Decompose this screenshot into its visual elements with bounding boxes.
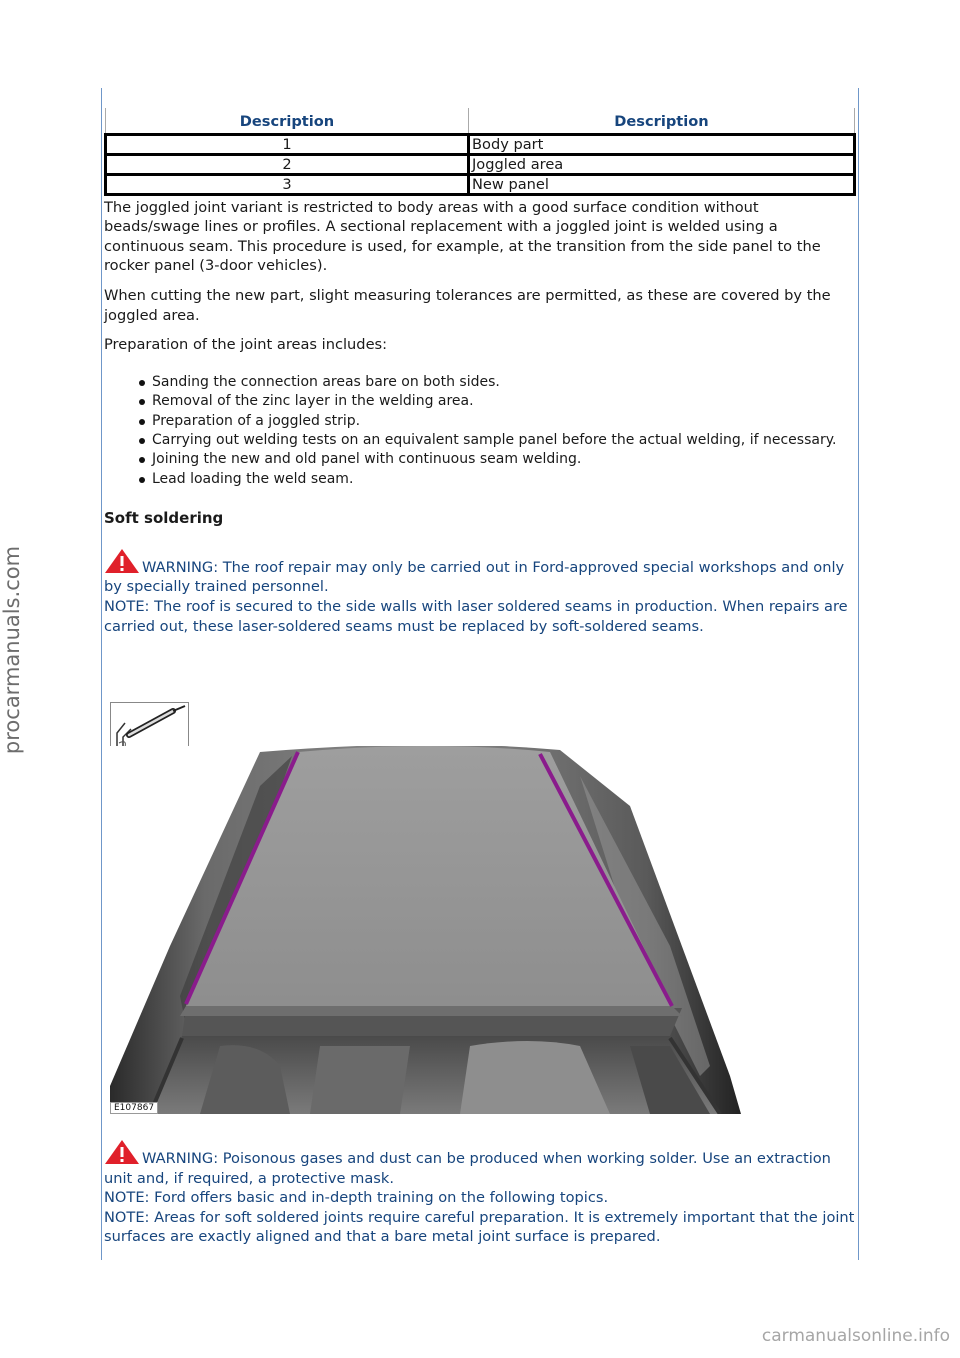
section-title: Soft soldering bbox=[104, 509, 224, 528]
table-row bbox=[106, 134, 855, 154]
row-number: 1 bbox=[106, 134, 469, 154]
warning-triangle-icon bbox=[104, 1139, 140, 1165]
warning-poisonous-gases bbox=[104, 1139, 856, 1188]
list-item: Carrying out welding tests on an equivalent sample panel before the actual welding, if necessary. bbox=[152, 431, 856, 450]
left-page-rule bbox=[101, 88, 102, 1260]
notice-block-1 bbox=[104, 548, 856, 636]
row-description: Joggled area bbox=[469, 154, 855, 174]
bottom-watermark: carmanualsonline.info bbox=[761, 1326, 950, 1346]
figure-reference-label: E107867 bbox=[110, 1102, 158, 1114]
notice-block-2 bbox=[104, 1139, 856, 1247]
warning-roof-repair bbox=[104, 548, 856, 597]
list-item: Removal of the zinc layer in the welding area. bbox=[152, 392, 856, 411]
row-number: 3 bbox=[106, 174, 469, 194]
table-row bbox=[106, 174, 855, 194]
note-training: NOTE: Ford offers basic and in-depth training on the following topics. bbox=[104, 1189, 609, 1207]
note-joint-preparation: NOTE: Areas for soft soldered joints require careful preparation. It is extremely important that the joint surfaces are exactly aligned and that a bare metal joint surface is prepared. bbox=[104, 1208, 855, 1246]
list-item: Sanding the connection areas bare on both sides. bbox=[152, 373, 856, 392]
table-row bbox=[106, 154, 855, 174]
description-table bbox=[104, 108, 856, 196]
warning-text: WARNING: The roof repair may only be carried out in Ford-approved special workshops and only by specially trained personnel. bbox=[104, 558, 845, 596]
table-header-2: Description bbox=[469, 108, 855, 134]
document-body bbox=[104, 108, 856, 636]
row-description: New panel bbox=[469, 174, 855, 194]
side-watermark: procarmanuals.com bbox=[0, 545, 24, 755]
warning-text: WARNING: Poisonous gases and dust can be produced when working solder. Use an extraction unit and, if required, a protective mask. bbox=[104, 1150, 831, 1187]
paragraph-cutting: When cutting the new part, slight measuring tolerances are permitted, as these are covered by the joggled area. bbox=[104, 286, 831, 324]
row-description: Body part bbox=[469, 134, 855, 154]
roof-seam-photo bbox=[110, 746, 741, 1114]
list-item: Preparation of a joggled strip. bbox=[152, 412, 856, 431]
row-number: 2 bbox=[106, 154, 469, 174]
list-item: Lead loading the weld seam. bbox=[152, 470, 856, 489]
warning-triangle-icon bbox=[104, 548, 140, 574]
paragraph-joggled-joint: The joggled joint variant is restricted to body areas with a good surface condition without beads/swage lines or profiles. A sectional replacement with a joggled joint is welded using a continuous seam. This procedure is used, for example, at the transition from the side panel to the rocker panel (3-door vehicles). bbox=[104, 198, 821, 275]
list-item: Joining the new and old panel with continuous seam welding. bbox=[152, 450, 856, 469]
table-header-1: Description bbox=[106, 108, 469, 134]
note-laser-seams: NOTE: The roof is secured to the side walls with laser soldered seams in production. When repairs are carried out, these laser-soldered seams must be replaced by soft-soldered seams. bbox=[104, 597, 848, 635]
preparation-list bbox=[104, 373, 856, 489]
right-page-rule bbox=[858, 88, 859, 1260]
paragraph-preparation: Preparation of the joint areas includes: bbox=[104, 336, 388, 354]
